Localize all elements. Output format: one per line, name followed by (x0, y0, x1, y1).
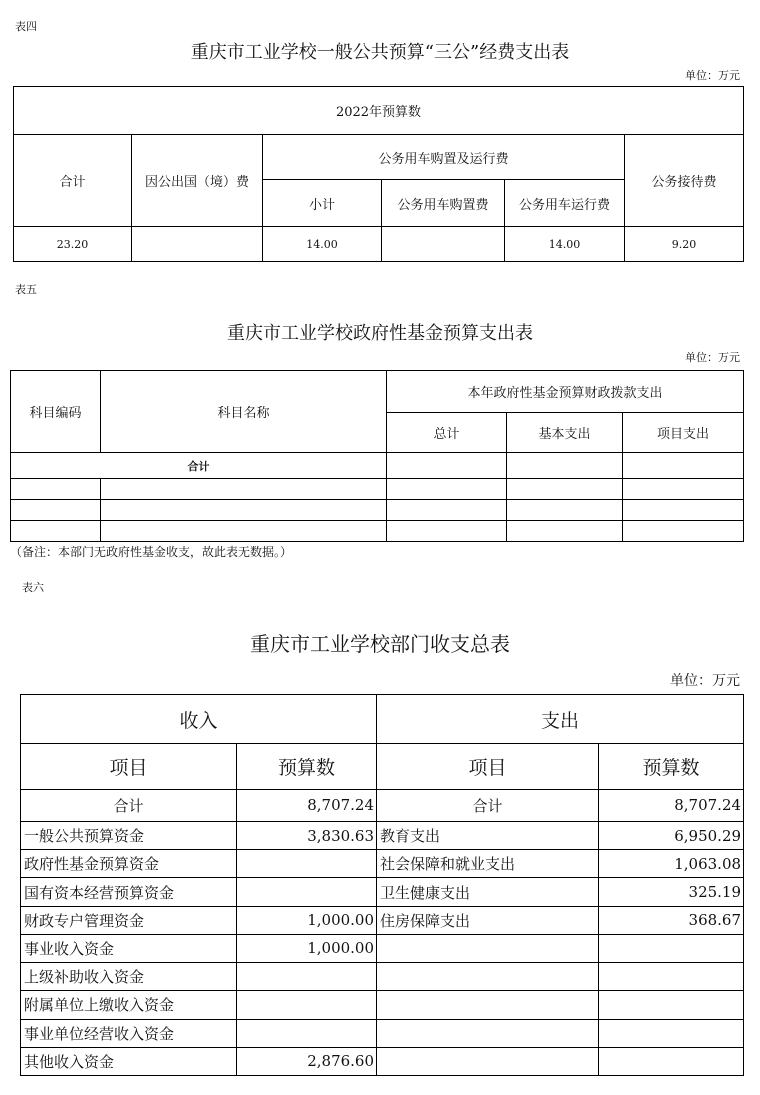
table6-expense-item: 社会保障和就业支出 (377, 850, 599, 878)
table6-expense-value (599, 1019, 744, 1047)
table6-income-item: 政府性基金预算资金 (21, 850, 237, 878)
table6 (20, 694, 744, 1076)
table4-cell-subtotal: 14.00 (263, 227, 382, 262)
table6-expense-item (377, 963, 599, 991)
table5-col-name: 科目名称 (101, 371, 387, 453)
table6-income-value: 1,000.00 (237, 934, 377, 962)
table5-col-project: 项目支出 (623, 413, 744, 453)
table4-cell-abroad (132, 227, 263, 262)
table6-expense-total-label: 合计 (377, 789, 599, 821)
table-row (21, 906, 744, 934)
table4-col-subtotal: 小计 (263, 180, 382, 227)
table6-expense-item-header: 项目 (377, 744, 599, 789)
table6-income-value: 1,000.00 (237, 906, 377, 934)
table6-expense-value (599, 963, 744, 991)
table5-cell (623, 453, 744, 479)
table6-income-value (237, 1019, 377, 1047)
table6-expense-budget-header: 预算数 (599, 744, 744, 789)
table6-expense-total: 8,707.24 (599, 789, 744, 821)
table4-label: 表四 (15, 20, 37, 33)
table4-col-abroad: 因公出国（境）费 (132, 135, 263, 227)
table4-col-vehicle-operation: 公务用车运行费 (505, 180, 625, 227)
table6-income-item: 其他收入资金 (21, 1047, 237, 1075)
table6-expense-value: 1,063.08 (599, 850, 744, 878)
table-row (21, 1047, 744, 1075)
table6-expense-item: 卫生健康支出 (377, 878, 599, 906)
table6-income-item: 事业收入资金 (21, 934, 237, 962)
table6-expense-value: 6,950.29 (599, 821, 744, 849)
table6-income-item: 事业单位经营收入资金 (21, 1019, 237, 1047)
table-row (21, 991, 744, 1019)
table5-unit: 单位：万元 (685, 351, 740, 364)
table6-expense-item: 住房保障支出 (377, 906, 599, 934)
table6-income-item: 国有资本经营预算资金 (21, 878, 237, 906)
table4-col-vehicle-group: 公务用车购置及运行费 (263, 135, 625, 180)
table6-expense-value: 368.67 (599, 906, 744, 934)
table6-expense-header: 支出 (377, 695, 744, 744)
table6-expense-value (599, 1047, 744, 1075)
table5 (10, 370, 744, 542)
table6-income-item: 一般公共预算资金 (21, 821, 237, 849)
table6-income-value (237, 963, 377, 991)
table5-col-code: 科目编码 (11, 371, 101, 453)
table4-cell-total: 23.20 (14, 227, 132, 262)
table6-label: 表六 (22, 581, 44, 594)
table6-income-total-label: 合计 (21, 789, 237, 821)
table4-cell-reception: 9.20 (625, 227, 744, 262)
table6-income-header: 收入 (21, 695, 377, 744)
table4 (13, 86, 744, 262)
table6-income-item-header: 项目 (21, 744, 237, 789)
table5-title: 重庆市工业学校政府性基金预算支出表 (227, 323, 533, 344)
table6-title: 重庆市工业学校部门收支总表 (250, 632, 510, 656)
table5-row (11, 521, 744, 542)
table6-expense-value: 325.19 (599, 878, 744, 906)
table-row (21, 963, 744, 991)
table-row (21, 934, 744, 962)
table6-income-item: 附属单位上缴收入资金 (21, 991, 237, 1019)
table6-income-value: 3,830.63 (237, 821, 377, 849)
table4-header-year: 2022年预算数 (14, 87, 744, 135)
table4-cell-vehicle-operation: 14.00 (505, 227, 625, 262)
table6-income-item: 上级补助收入资金 (21, 963, 237, 991)
table6-expense-item (377, 991, 599, 1019)
table6-expense-item (377, 1047, 599, 1075)
table5-cell (507, 453, 623, 479)
table-row (21, 1019, 744, 1047)
table5-note: （备注：本部门无政府性基金收支，故此表无数据。） (10, 545, 293, 559)
table6-expense-item: 教育支出 (377, 821, 599, 849)
table5-col-group: 本年政府性基金预算财政拨款支出 (387, 371, 744, 413)
table6-income-value (237, 991, 377, 1019)
table5-col-total: 总计 (387, 413, 507, 453)
table-row (21, 878, 744, 906)
table-row (21, 850, 744, 878)
table6-income-value: 2,876.60 (237, 1047, 377, 1075)
table6-unit: 单位：万元 (670, 673, 740, 689)
table4-col-reception: 公务接待费 (625, 135, 744, 227)
table-row (21, 821, 744, 849)
table4-title: 重庆市工业学校一般公共预算“三公”经费支出表 (190, 42, 570, 63)
table6-expense-value (599, 934, 744, 962)
table4-col-total: 合计 (14, 135, 132, 227)
table4-unit: 单位：万元 (685, 69, 740, 82)
table6-income-value (237, 878, 377, 906)
table6-expense-item (377, 934, 599, 962)
table4-col-vehicle-purchase: 公务用车购置费 (382, 180, 505, 227)
table6-income-total: 8,707.24 (237, 789, 377, 821)
table5-row (11, 479, 744, 500)
table4-cell-vehicle-purchase (382, 227, 505, 262)
table6-expense-item (377, 1019, 599, 1047)
table6-expense-value (599, 991, 744, 1019)
table5-row (11, 500, 744, 521)
table5-total-label: 合计 (11, 453, 387, 479)
table6-income-budget-header: 预算数 (237, 744, 377, 789)
table5-label: 表五 (15, 283, 37, 296)
table6-income-item: 财政专户管理资金 (21, 906, 237, 934)
table5-cell (387, 453, 507, 479)
table5-col-basic: 基本支出 (507, 413, 623, 453)
table6-income-value (237, 850, 377, 878)
